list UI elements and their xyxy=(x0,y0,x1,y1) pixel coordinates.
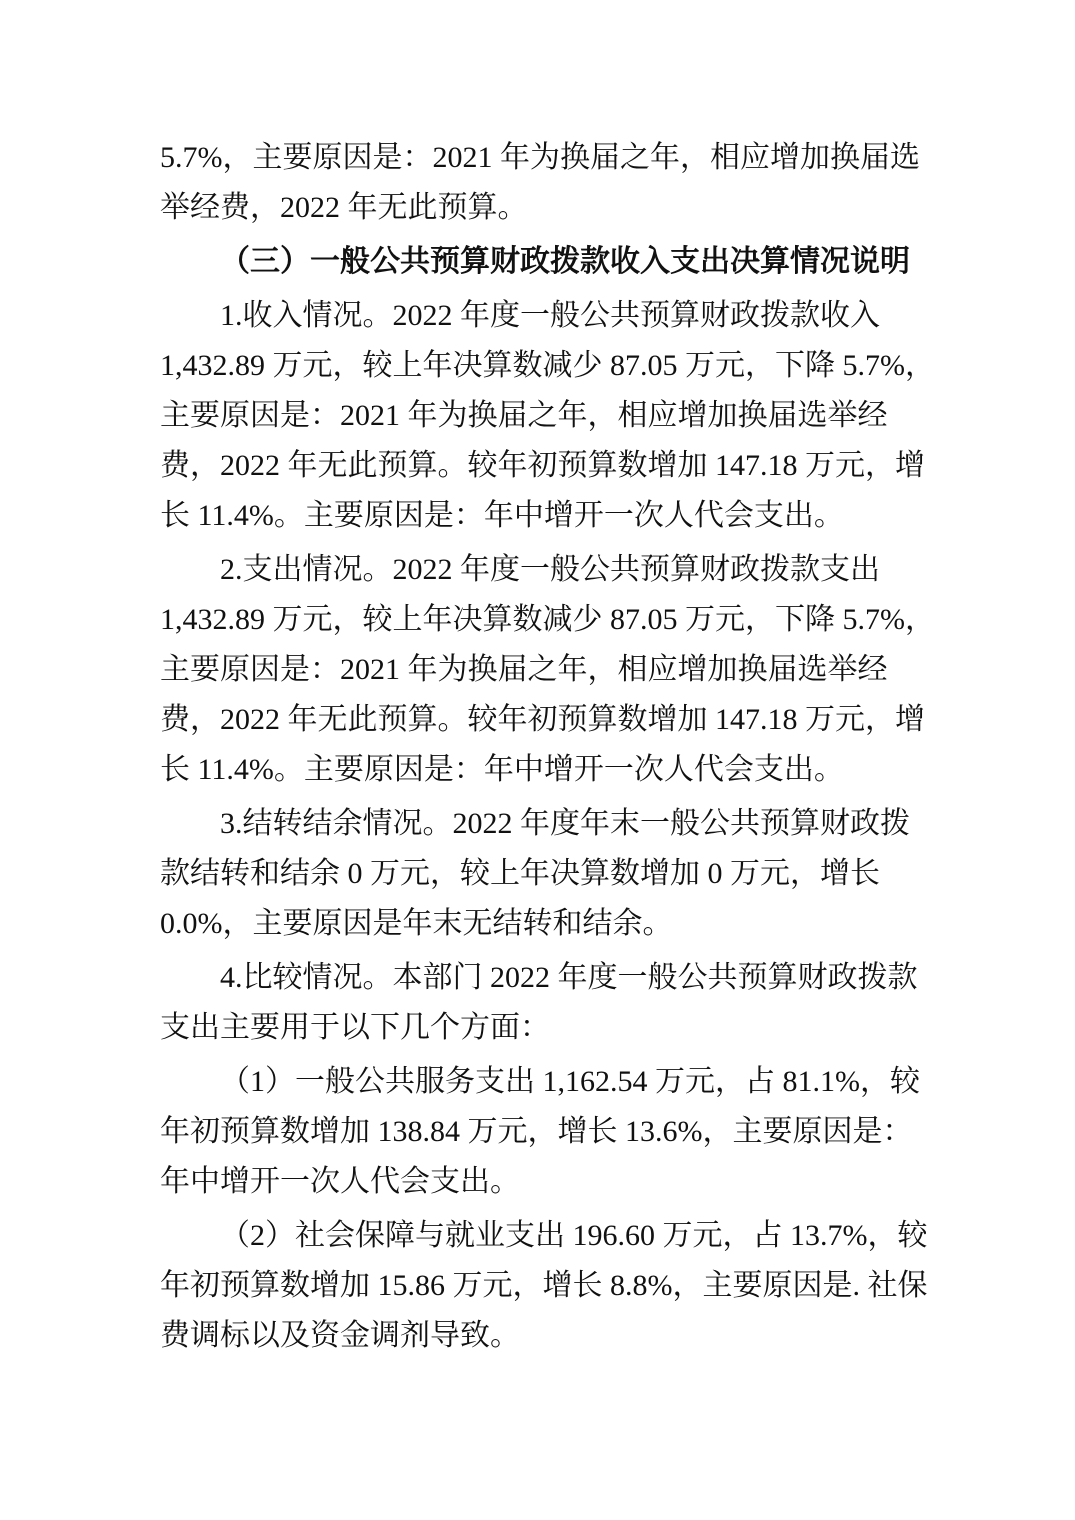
text-line: （2）社会保障与就业支出 196.60 万元，占 13.7%，较 xyxy=(220,1219,928,1252)
text-line: 款结转和结余 0 万元，较上年决算数增加 0 万元，增长 xyxy=(160,857,880,890)
text-line: 年中增开一次人代会支出。 xyxy=(160,1165,520,1198)
text-line: 长 11.4%。主要原因是：年中增开一次人代会支出。 xyxy=(160,753,844,786)
text-line: 费，2022 年无此预算。较年初预算数增加 147.18 万元，增 xyxy=(160,703,925,736)
text-line: 年初预算数增加 138.84 万元，增长 13.6%，主要原因是： xyxy=(160,1115,913,1148)
text-line: 1.收入情况。2022 年度一般公共预算财政拨款收入 xyxy=(220,299,880,332)
text-line: 主要原因是：2021 年为换届之年，相应增加换届选举经 xyxy=(160,399,888,432)
text-line: （1）一般公共服务支出 1,162.54 万元，占 81.1%，较 xyxy=(220,1065,920,1098)
text-block xyxy=(160,133,935,1361)
paragraph-continuation xyxy=(160,133,930,233)
paragraph-item-2 xyxy=(160,1211,930,1361)
text-line: 1,432.89 万元，较上年决算数减少 87.05 万元，下降 5.7%， xyxy=(160,603,935,636)
paragraph-expenditure xyxy=(160,545,935,795)
section-heading xyxy=(160,237,930,287)
text-line: 3.结转结余情况。2022 年度年末一般公共预算财政拨 xyxy=(220,807,910,840)
text-line: 支出主要用于以下几个方面： xyxy=(160,1011,550,1044)
text-line: 长 11.4%。主要原因是：年中增开一次人代会支出。 xyxy=(160,499,844,532)
paragraph-comparison xyxy=(160,953,930,1053)
text-line: 费，2022 年无此预算。较年初预算数增加 147.18 万元，增 xyxy=(160,449,925,482)
paragraph-carryover xyxy=(160,799,930,949)
text-line: 5.7%，主要原因是：2021 年为换届之年，相应增加换届选 xyxy=(160,141,920,174)
text-line: 年初预算数增加 15.86 万元，增长 8.8%，主要原因是. 社保 xyxy=(160,1269,928,1302)
text-line: 0.0%，主要原因是年末无结转和结余。 xyxy=(160,907,673,940)
text-line: 费调标以及资金调剂导致。 xyxy=(160,1319,520,1352)
paragraph-item-1 xyxy=(160,1057,930,1207)
text-line: 1,432.89 万元，较上年决算数减少 87.05 万元，下降 5.7%， xyxy=(160,349,935,382)
text-line: 举经费，2022 年无此预算。 xyxy=(160,191,528,224)
paragraph-income xyxy=(160,291,935,541)
section-heading-text: （三）一般公共预算财政拨款收入支出决算情况说明 xyxy=(220,245,910,278)
text-line: 主要原因是：2021 年为换届之年，相应增加换届选举经 xyxy=(160,653,888,686)
text-line: 2.支出情况。2022 年度一般公共预算财政拨款支出 xyxy=(220,553,880,586)
text-line: 4.比较情况。本部门 2022 年度一般公共预算财政拨款 xyxy=(220,961,918,994)
